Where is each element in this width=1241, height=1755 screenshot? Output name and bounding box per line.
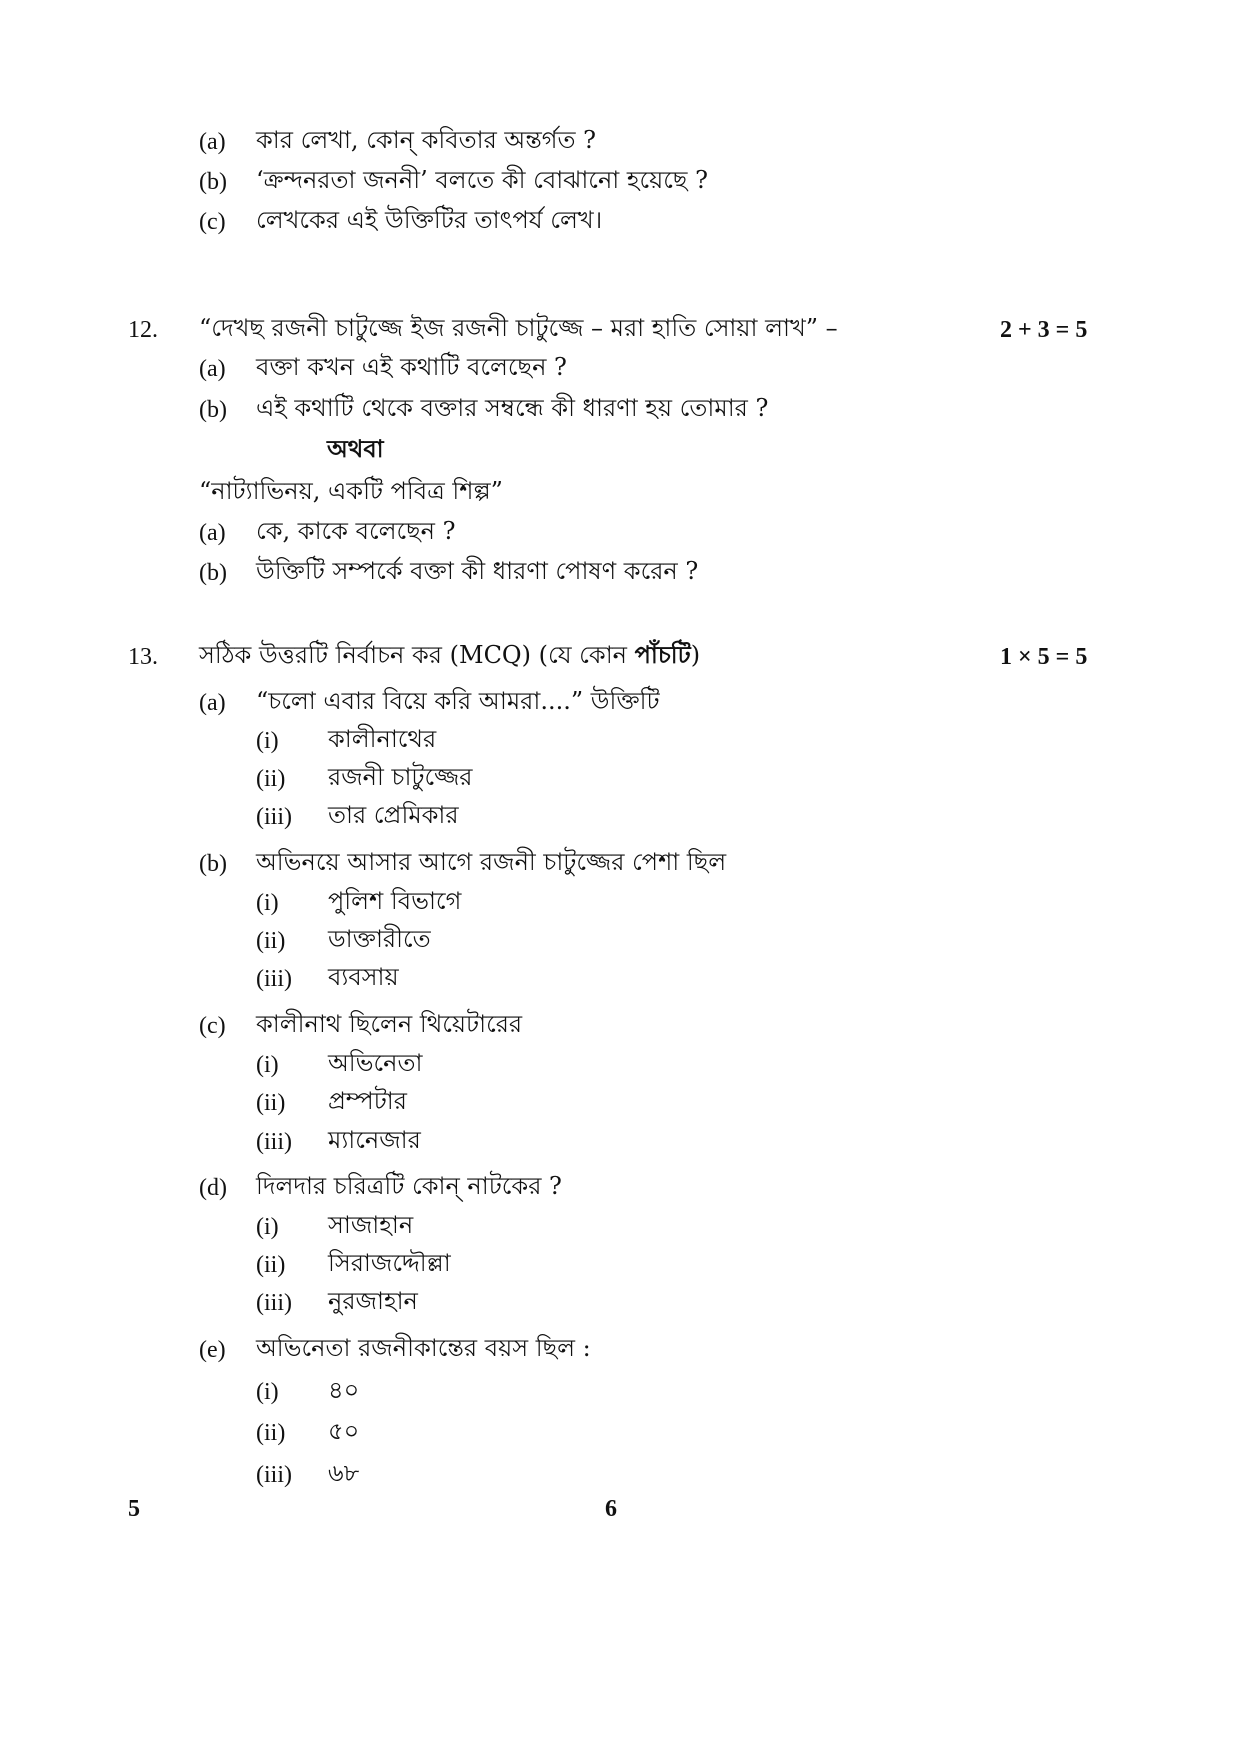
q12-alt-a-text: কে, কাকে বলেছেন ? [256, 517, 456, 545]
q13-d-opt2-text: সিরাজদ্দৌল্লা [328, 1249, 451, 1277]
q13-b-opt3-text: ব্যবসায় [328, 963, 399, 991]
q12-alt-a-label: (a) [199, 520, 226, 546]
q13-heading-bold: পাঁচটি [634, 640, 691, 669]
q13-b-opt3-num: (iii) [256, 966, 292, 992]
q13-a-opt2-text: রজনী চাটুজ্জের [328, 763, 473, 791]
footer-left-number: 5 [128, 1496, 140, 1522]
q13-c-opt2-text: প্রম্পটার [328, 1087, 407, 1115]
q13-c-opt1-text: অভিনেতা [328, 1049, 423, 1077]
q11-c-label: (c) [199, 209, 226, 235]
q13-a-opt1-text: কালীনাথের [328, 725, 437, 753]
q13-d-text: দিলদার চরিত্রটি কোন্ নাটকের ? [256, 1172, 562, 1200]
q13-c-opt3-text: ম্যানেজার [328, 1126, 421, 1154]
q13-d-opt3-num: (iii) [256, 1290, 292, 1316]
q13-e-opt3-text: ৬৮ [328, 1459, 360, 1487]
page-number: 6 [605, 1496, 617, 1522]
q12-alt-b-label: (b) [199, 560, 227, 586]
q13-b-opt1-text: পুলিশ বিভাগে [328, 887, 462, 915]
q13-c-label: (c) [199, 1013, 226, 1039]
q12-or: অথবা [327, 434, 384, 463]
q12-a-text: বক্তা কখন এই কথাটি বলেছেন ? [256, 353, 567, 381]
q13-b-text: অভিনয়ে আসার আগে রজনী চাটুজ্জের পেশা ছিল [256, 848, 727, 876]
q13-c-text: কালীনাথ ছিলেন থিয়েটারের [256, 1010, 523, 1038]
q12-alt-quote: “নাট্যাভিনয়, একটি পবিত্র শিল্প” [199, 477, 503, 505]
q12-a-label: (a) [199, 356, 226, 382]
q13-heading-post: ) [690, 641, 701, 669]
q13-d-opt2-num: (ii) [256, 1252, 286, 1278]
q11-c-text: লেখকের এই উক্তিটির তাৎপর্য লেখ। [256, 206, 603, 234]
q12-alt-b-text: উক্তিটি সম্পর্কে বক্তা কী ধারণা পোষণ করেন ? [256, 557, 699, 585]
q13-a-opt3-num: (iii) [256, 804, 292, 830]
q13-e-opt1-text: ৪০ [328, 1376, 360, 1404]
q11-b-text: ‘ক্রন্দনরতা জননী’ বলতে কী বোঝানো হয়েছে ? [256, 166, 708, 194]
q13-e-text: অভিনেতা রজনীকান্তের বয়স ছিল : [256, 1334, 591, 1362]
q12-b-text: এই কথাটি থেকে বক্তার সম্বন্ধে কী ধারণা হয় তোমার ? [256, 394, 769, 422]
q13-e-opt1-num: (i) [256, 1379, 279, 1405]
q11-a-label: (a) [199, 129, 226, 155]
q13-b-opt2-num: (ii) [256, 928, 286, 954]
q13-a-text: “চলো এবার বিয়ে করি আমরা....” উক্তিটি [256, 687, 660, 715]
q13-d-label: (d) [199, 1175, 227, 1201]
q13-b-label: (b) [199, 851, 227, 877]
q12-number: 12. [128, 317, 158, 343]
q13-heading [199, 640, 700, 670]
q13-d-opt3-text: নুরজাহান [328, 1287, 418, 1315]
q12-quote: “দেখছ রজনী চাটুজ্জে ইজ রজনী চাটুজ্জে – মরা হাতি সোয়া লাখ” – [199, 314, 838, 342]
q13-d-opt1-num: (i) [256, 1214, 279, 1240]
q13-number: 13. [128, 644, 158, 670]
q13-a-opt3-text: তার প্রেমিকার [328, 801, 459, 829]
q11-a-text: কার লেখা, কোন্ কবিতার অন্তর্গত ? [256, 126, 596, 154]
q13-b-opt1-num: (i) [256, 890, 279, 916]
q13-c-opt1-num: (i) [256, 1052, 279, 1078]
q13-a-opt2-num: (ii) [256, 766, 286, 792]
q12-marks: 2 + 3 = 5 [1000, 317, 1088, 343]
q13-b-opt2-text: ডাক্তারীতে [328, 925, 431, 953]
q12-b-label: (b) [199, 397, 227, 423]
q13-e-opt3-num: (iii) [256, 1462, 292, 1488]
q13-a-label: (a) [199, 690, 226, 716]
q13-e-label: (e) [199, 1337, 226, 1363]
q13-e-opt2-text: ৫০ [328, 1417, 360, 1445]
q13-marks: 1 × 5 = 5 [1000, 644, 1088, 670]
q13-e-opt2-num: (ii) [256, 1420, 286, 1446]
q13-heading-pre: সঠিক উত্তরটি নির্বাচন কর (MCQ) (যে কোন [199, 641, 635, 669]
q13-c-opt3-num: (iii) [256, 1129, 292, 1155]
q13-c-opt2-num: (ii) [256, 1090, 286, 1116]
q13-a-opt1-num: (i) [256, 728, 279, 754]
q13-d-opt1-text: সাজাহান [328, 1211, 414, 1239]
q11-b-label: (b) [199, 169, 227, 195]
